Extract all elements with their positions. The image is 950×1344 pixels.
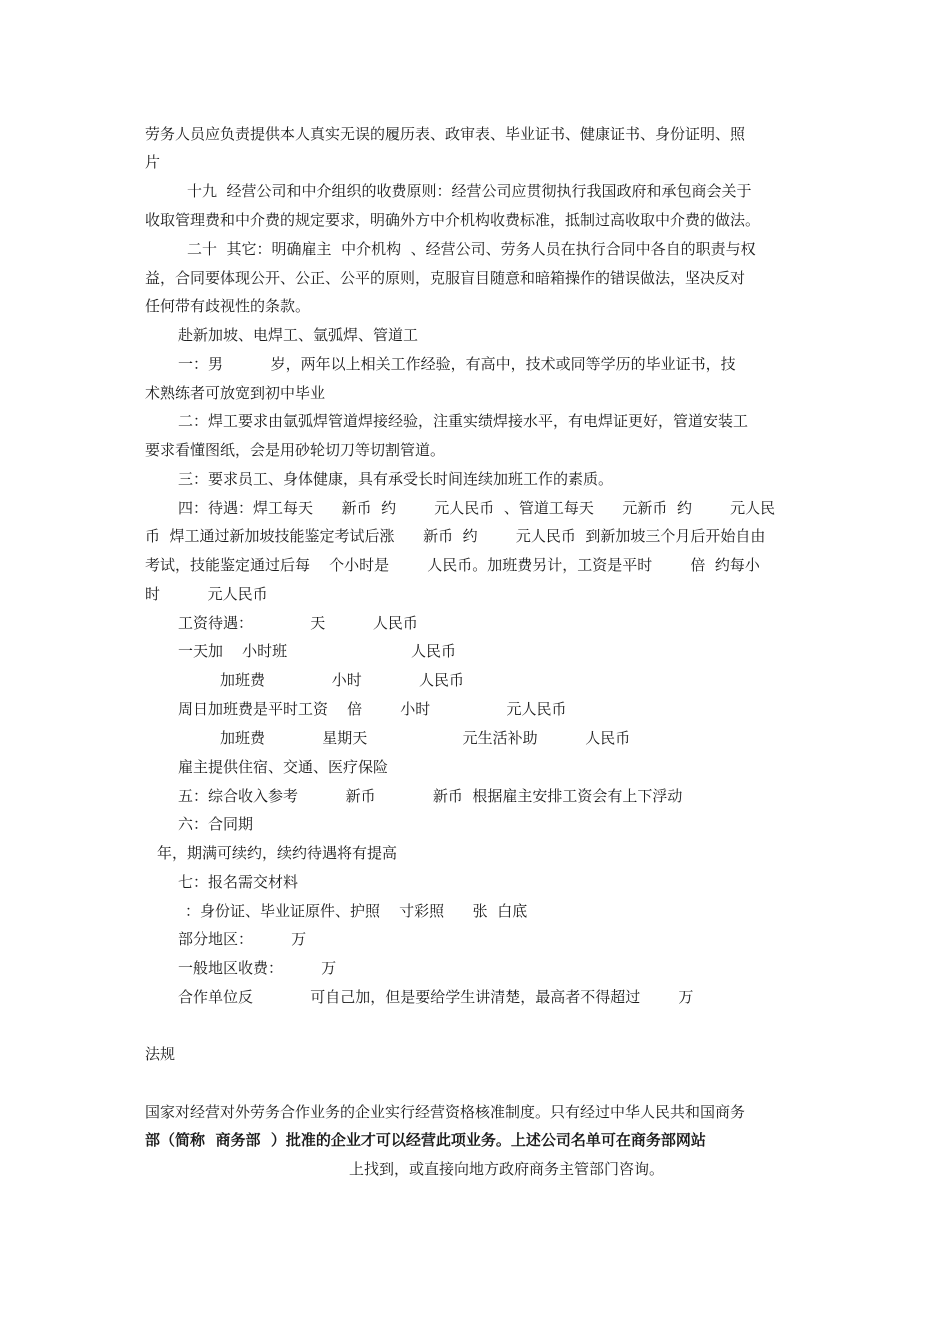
partner-line: 合作单位反 可自己加，但是要给学生讲清楚，最高者不得超过 万 — [178, 988, 694, 1006]
req-6-cont: 年，期满可续约，续约待遇将有提高 — [157, 844, 398, 862]
region-partial: 部分地区： 万 — [178, 930, 307, 948]
sunday-line-2: 加班费 星期天 元生活补助 人民币 — [220, 729, 631, 747]
req-1-line-1: 一：男 岁，两年以上相关工作经验，有高中，技术或同等学历的毕业证书，技 — [178, 355, 736, 373]
sunday-line: 周日加班费是平时工资 倍 小时 元人民币 — [178, 700, 567, 718]
req-7: 七：报名需交材料 — [178, 873, 299, 891]
req-1-line-2: 术熟练者可放宽到初中毕业 — [145, 384, 326, 402]
req-6: 六：合同期 — [178, 815, 254, 833]
region-general: 一般地区收费： 万 — [178, 959, 337, 977]
req-4-line-4: 时 元人民币 — [145, 585, 268, 603]
item-20-line-2: 益，合同要体现公开、公正、公平的原则，克服盲目随意和暗箱操作的错误做法，坚决反对 — [145, 269, 746, 287]
req-7-items: ：身份证、毕业证原件、护照 寸彩照 张 白底 — [185, 902, 528, 920]
item-20-line-3: 任何带有歧视性的条款。 — [145, 297, 311, 315]
law-line-2: 部（简称 商务部 ）批准的企业才可以经营此项业务。上述公司名单可在商务部网站 — [145, 1131, 706, 1149]
req-4-line-3: 考试，技能鉴定通过后每 个小时是 人民币。加班费另计，工资是平时 倍 约每小 — [145, 556, 760, 574]
law-line-1: 国家对经营对外劳务合作业务的企业实行经营资格核准制度。只有经过中华人民共和国商务 — [145, 1103, 746, 1121]
benefits: 雇主提供住宿、交通、医疗保险 — [178, 758, 389, 776]
job-title: 赴新加坡、电焊工、氩弧焊、管道工 — [178, 326, 419, 344]
req-4-line-2: 币 焊工通过新加坡技能鉴定考试后涨 新币 约 元人民币 到新加坡三个月后开始自由 — [145, 527, 766, 545]
req-3: 三：要求员工、身体健康，具有承受长时间连续加班工作的素质。 — [178, 470, 614, 488]
overtime-line-1: 一天加 小时班 人民币 — [178, 642, 457, 660]
req-2-line-1: 二：焊工要求由氩弧焊管道焊接经验，注重实绩焊接水平，有电焊证更好，管道安装工 — [178, 412, 749, 430]
req-2-line-2: 要求看懂图纸，会是用砂轮切刀等切割管道。 — [145, 441, 446, 459]
intro-line-1: 劳务人员应负责提供本人真实无误的履历表、政审表、毕业证书、健康证书、身份证明、照 — [145, 125, 746, 143]
wage-line: 工资待遇： 天 人民币 — [178, 614, 418, 632]
intro-line-2: 片 — [145, 153, 161, 171]
item-19-line-1: 十九 经营公司和中介组织的收费原则：经营公司应贯彻执行我国政府和承包商会关于 — [187, 182, 752, 200]
req-4-line-1: 四：待遇：焊工每天 新币 约 元人民币 、管道工每天 元新币 约 元人民 — [178, 499, 776, 517]
item-19-line-2: 收取管理费和中介费的规定要求，明确外方中介机构收费标准，抵制过高收取中介费的做法。 — [145, 211, 761, 229]
overtime-line-2: 加班费 小时 人民币 — [220, 671, 464, 689]
law-heading: 法规 — [145, 1045, 176, 1063]
item-20-line-1: 二十 其它：明确雇主 中介机构 、经营公司、劳务人员在执行合同中各自的职责与权 — [187, 240, 756, 258]
req-5: 五：综合收入参考 新币 新币 根据雇主安排工资会有上下浮动 — [178, 787, 683, 805]
law-line-3: 上找到，或直接向地方政府商务主管部门咨询。 — [349, 1160, 665, 1178]
